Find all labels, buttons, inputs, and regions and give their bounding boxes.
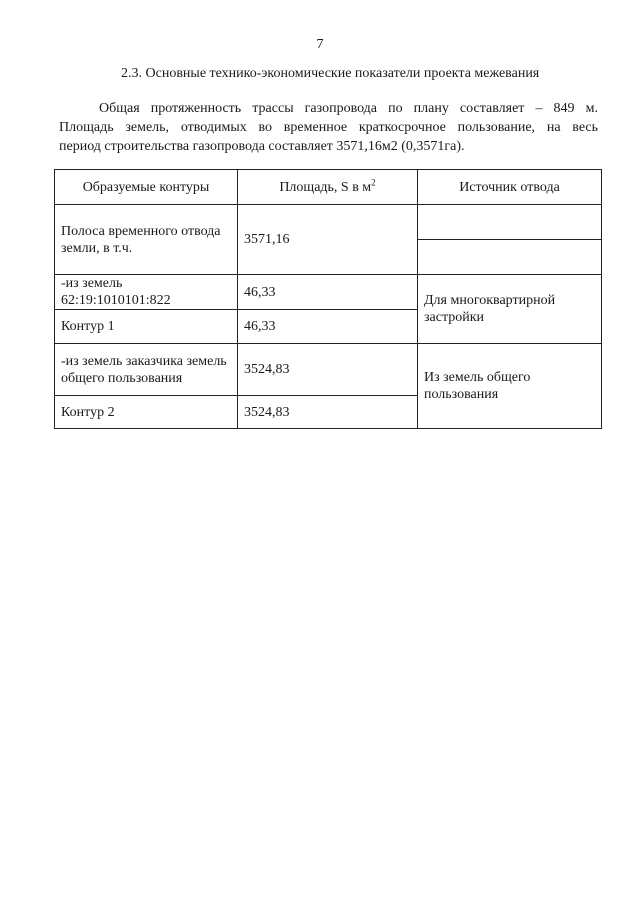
header-area-superscript: 2 [371,176,376,187]
header-area-label: Площадь, S в м [279,179,372,195]
header-source: Источник отвода [418,170,602,205]
table-row [55,344,602,396]
cell-contour: Полоса временного отвода земли, в т.ч. [55,205,238,275]
cell-source-merged-1: Для многоквартирной застройки [418,275,602,344]
paragraph-line-1: Общая протяженность трассы газопровода по плану составляет – 849 м. [99,101,598,116]
cell-area: 3524,83 [238,344,418,396]
table-row [55,275,602,310]
cell-area: 3524,83 [238,396,418,429]
indicators-table [54,169,602,429]
cell-area: 46,33 [238,275,418,310]
section-heading: 2.3. Основные технико-экономические показатели проекта межевания [121,66,540,81]
header-area [238,170,418,205]
table-row [55,205,602,240]
cell-contour: -из земель 62:19:1010101:822 [55,275,238,310]
table-header-row [55,170,602,205]
paragraph-line-3: период строительства газопровода составляет 3571,16м2 (0,3571га). [59,139,465,154]
cell-contour: Контур 2 [55,396,238,429]
cell-contour: -из земель заказчика земель общего пользования [55,344,238,396]
cell-area: 3571,16 [238,205,418,275]
paragraph-line-2: Площадь земель, отводимых во временное краткосрочное пользование, на весь [59,120,598,135]
header-contours: Образуемые контуры [55,170,238,205]
cell-area: 46,33 [238,310,418,344]
cell-source-merged-2: Из земель общего пользования [418,344,602,429]
cell-source-bottom [418,240,602,275]
body-paragraph [59,99,598,156]
cell-source-top [418,205,602,240]
page-number: 7 [316,37,324,52]
cell-contour: Контур 1 [55,310,238,344]
